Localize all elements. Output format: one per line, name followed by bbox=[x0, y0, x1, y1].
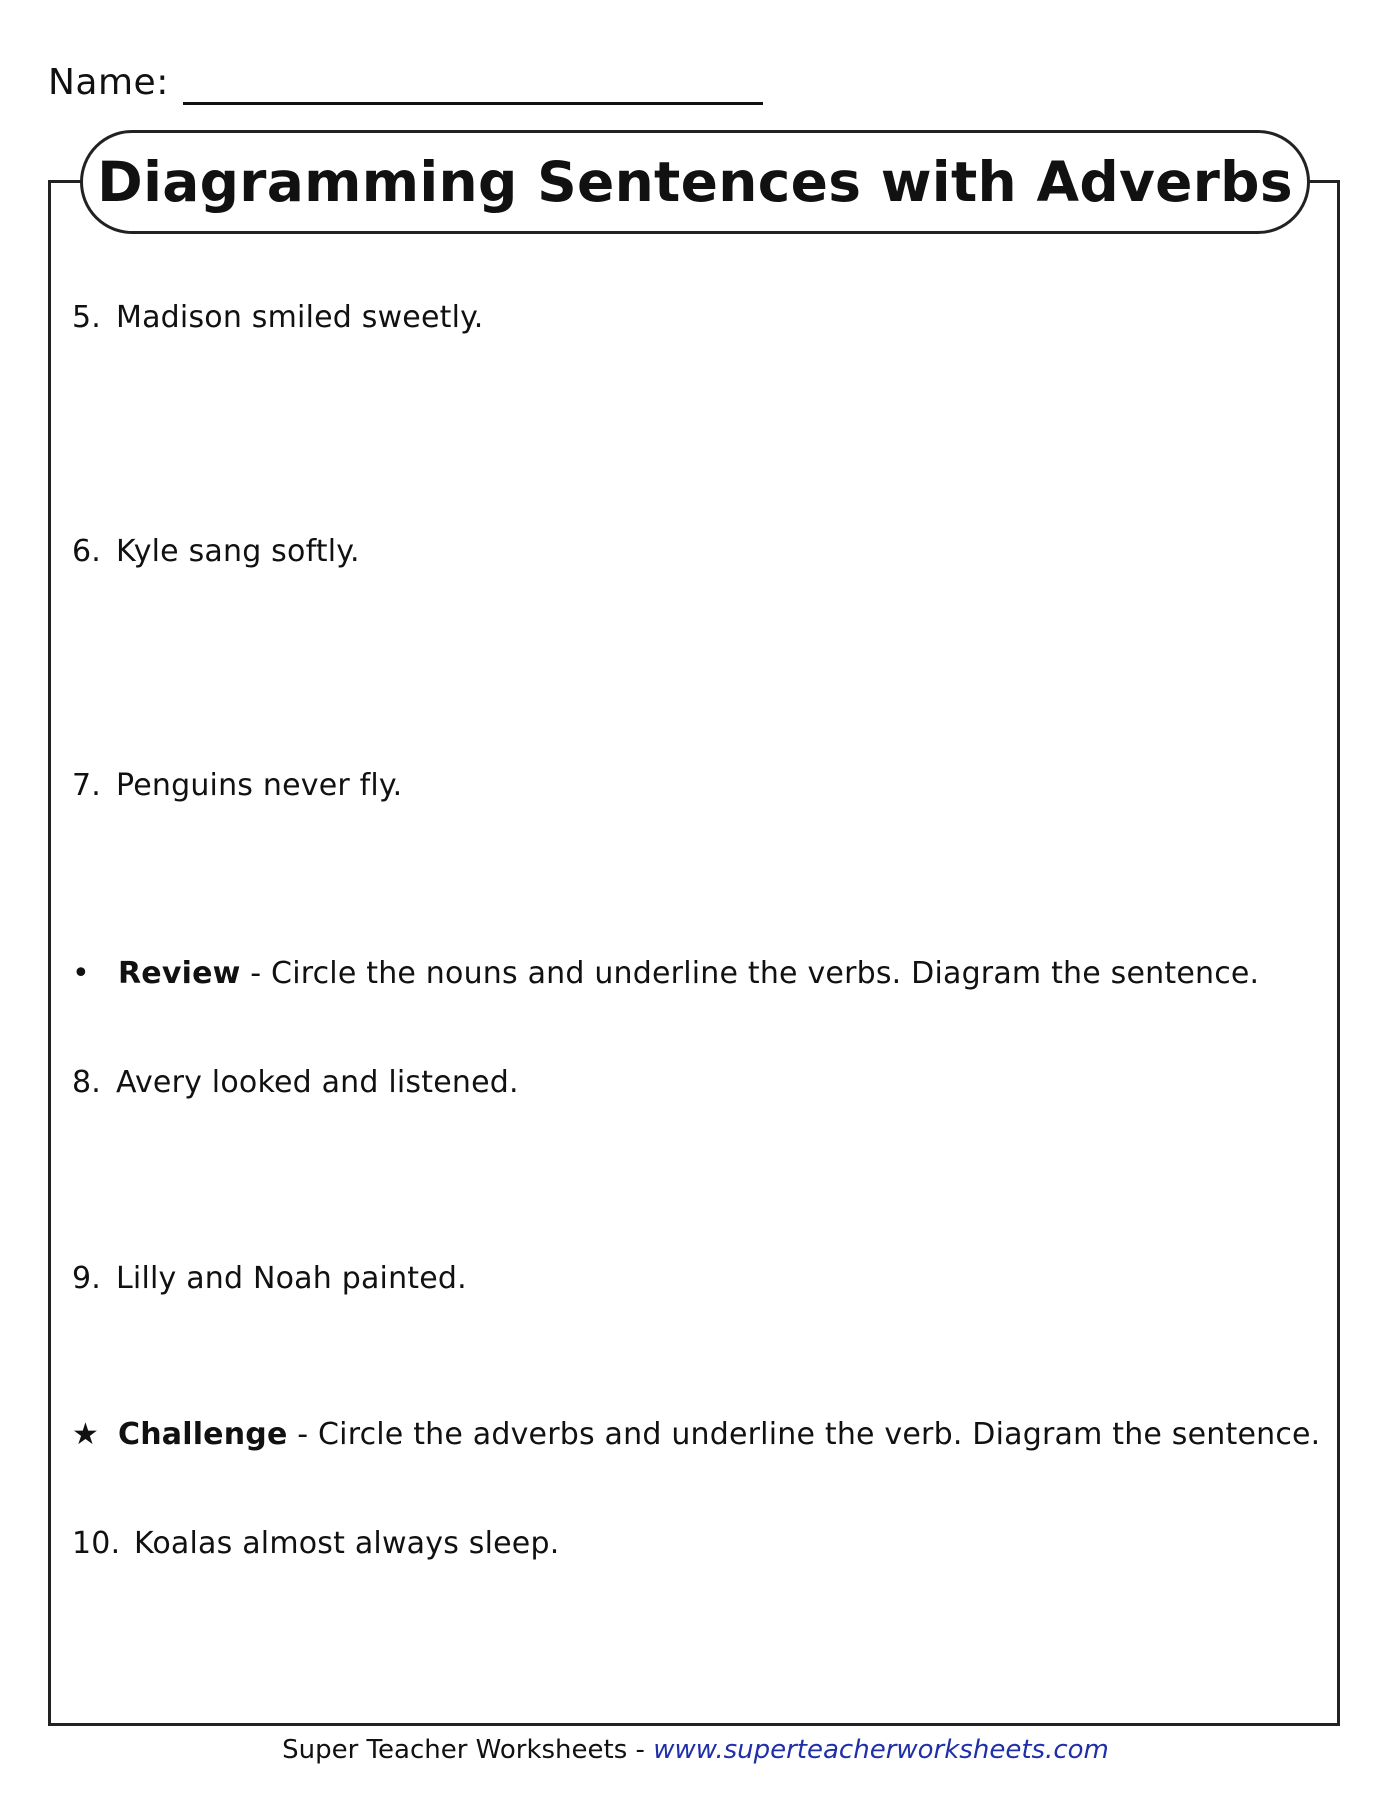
question-sentence: Madison smiled sweetly. bbox=[116, 300, 484, 335]
question-number: 6. bbox=[72, 534, 102, 569]
question-5 bbox=[72, 300, 484, 335]
question-number: 7. bbox=[72, 768, 102, 803]
question-sentence: Koalas almost always sleep. bbox=[134, 1526, 560, 1561]
question-sentence: Lilly and Noah painted. bbox=[116, 1261, 467, 1296]
footer-site-name: Super Teacher Worksheets - bbox=[282, 1735, 654, 1765]
worksheet-frame bbox=[48, 180, 1340, 1726]
question-10 bbox=[72, 1526, 559, 1561]
question-sentence: Avery looked and listened. bbox=[116, 1065, 519, 1100]
question-9 bbox=[72, 1261, 467, 1296]
question-number: 10. bbox=[72, 1526, 121, 1561]
review-label: Review bbox=[118, 956, 241, 991]
challenge-instruction bbox=[72, 1417, 1320, 1452]
review-instruction bbox=[72, 956, 1259, 991]
bullet-icon: • bbox=[72, 956, 90, 991]
question-number: 5. bbox=[72, 300, 102, 335]
name-answer-line[interactable] bbox=[183, 102, 763, 105]
question-sentence: Kyle sang softly. bbox=[116, 534, 360, 569]
question-7 bbox=[72, 768, 402, 803]
question-sentence: Penguins never fly. bbox=[116, 768, 403, 803]
footer-link[interactable]: www.superteacherworksheets.com bbox=[653, 1735, 1109, 1765]
challenge-text: - Circle the adverbs and underline the verb. Diagram the sentence. bbox=[287, 1417, 1321, 1452]
question-number: 9. bbox=[72, 1261, 102, 1296]
title-banner bbox=[80, 130, 1310, 234]
footer bbox=[0, 1735, 1391, 1765]
review-text: - Circle the nouns and underline the verbs. Diagram the sentence. bbox=[240, 956, 1260, 991]
question-6 bbox=[72, 534, 360, 569]
name-label: Name: bbox=[48, 62, 169, 103]
question-8 bbox=[72, 1065, 519, 1100]
page-title: Diagramming Sentences with Adverbs bbox=[97, 150, 1293, 214]
star-icon: ★ bbox=[72, 1417, 100, 1452]
challenge-label: Challenge bbox=[118, 1417, 288, 1452]
question-number: 8. bbox=[72, 1065, 102, 1100]
